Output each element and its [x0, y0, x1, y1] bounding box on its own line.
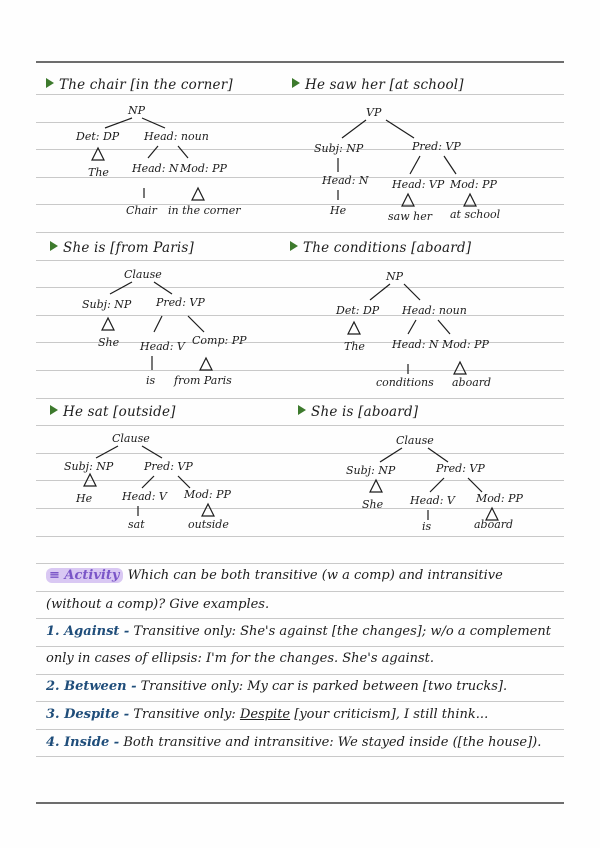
item-underlined-word: Despite — [239, 707, 291, 722]
ruled-line — [36, 701, 564, 702]
tree-node: Pred: VP — [412, 140, 461, 153]
tree-node: Head: V — [140, 340, 185, 353]
tree-node: Head: VP — [392, 178, 445, 191]
syntax-tree — [330, 266, 530, 396]
tree-word: He — [330, 204, 347, 217]
tree-word: aboard — [452, 376, 492, 389]
triangle-marker-icon — [290, 241, 298, 251]
tree-word: is — [146, 374, 156, 387]
tree-node: Head: noun — [402, 304, 467, 317]
tree-node: Head: V — [410, 494, 455, 507]
activity-item — [46, 735, 541, 750]
triangle-marker-icon — [50, 241, 58, 251]
tree-word: at school — [450, 208, 501, 221]
tree-node: VP — [366, 106, 382, 119]
tree-word: She — [98, 336, 120, 349]
tree-node: Pred: VP — [156, 296, 205, 309]
tree-title: He sat [outside] — [50, 404, 176, 420]
ruled-line — [36, 618, 564, 619]
tree-word: outside — [188, 518, 229, 531]
tree-node: Subj: NP — [346, 464, 396, 477]
tree-node: Clause — [396, 434, 434, 447]
triangle-marker-icon — [50, 405, 58, 415]
item-text: [your criticism], I still think... — [290, 707, 489, 722]
tree-node: Clause — [124, 268, 162, 281]
tree-word: The — [344, 340, 365, 353]
tree-node: Subj: NP — [314, 142, 364, 155]
tree-node: Subj: NP — [82, 298, 132, 311]
tree-node: Comp: PP — [192, 334, 247, 347]
item-number: 1. Against - — [46, 624, 130, 639]
ruled-line — [36, 94, 564, 95]
tree-node: Head: N — [392, 338, 439, 351]
tree-node: Head: noun — [144, 130, 209, 143]
tree-title: He saw her [at school] — [292, 77, 464, 93]
syntax-tree — [62, 428, 262, 538]
item-text: Transitive only: My car is parked between [two trucks]. — [140, 679, 508, 694]
ruled-line — [36, 591, 564, 592]
ruled-line — [36, 61, 564, 63]
item-text: Both transitive and intransitive: We stayed inside ([the house]). — [123, 735, 542, 750]
tree-node: Mod: PP — [476, 492, 523, 505]
activity-item — [46, 707, 488, 722]
tree-word: saw her — [388, 210, 432, 223]
item-number: 4. Inside - — [46, 735, 120, 750]
tree-word: The — [88, 166, 109, 179]
tree-title: She is [aboard] — [298, 404, 418, 420]
syntax-tree — [70, 102, 260, 222]
ruled-line — [36, 802, 564, 804]
tree-node: Subj: NP — [64, 460, 114, 473]
tree-word: from Paris — [174, 374, 232, 387]
tree-title: The chair [in the corner] — [46, 77, 233, 93]
syntax-tree — [80, 266, 270, 396]
tree-node: Pred: VP — [144, 460, 193, 473]
item-number: 2. Between - — [46, 679, 137, 694]
tree-node: Pred: VP — [436, 462, 485, 475]
triangle-marker-icon — [292, 78, 300, 88]
tree-node: Clause — [112, 432, 150, 445]
tree-title: She is [from Paris] — [50, 240, 194, 256]
tree-word: in the corner — [168, 204, 241, 217]
item-text: Transitive only: She's against [the changes]; w/o a complement — [133, 624, 551, 639]
ruled-line — [36, 646, 564, 647]
tree-word: Chair — [126, 204, 157, 217]
ruled-line — [36, 563, 564, 564]
tree-word: She — [362, 498, 384, 511]
tree-node: Head: V — [122, 490, 167, 503]
tree-node: Det: DP — [76, 130, 120, 143]
tree-title: The conditions [aboard] — [290, 240, 471, 256]
tree-node: Head: N — [322, 174, 369, 187]
tree-word: sat — [128, 518, 145, 531]
activity-item — [46, 679, 507, 694]
ruled-line — [36, 425, 564, 426]
ruled-line — [36, 756, 564, 757]
activity-tag: ≡ Activity — [46, 568, 123, 583]
tree-node: Head: N — [132, 162, 179, 175]
tree-node: NP — [386, 270, 404, 283]
activity-question-line: Which can be both transitive (w a comp) and intransitive — [127, 568, 503, 583]
ruled-line — [36, 729, 564, 730]
tree-node: NP — [128, 104, 146, 117]
ruled-line — [36, 260, 564, 261]
tree-word: aboard — [474, 518, 514, 531]
ruled-line — [36, 674, 564, 675]
triangle-marker-icon — [298, 405, 306, 415]
activity-item — [46, 624, 551, 639]
activity-question — [46, 568, 503, 583]
tree-node: Mod: PP — [184, 488, 231, 501]
activity-question-line: (without a comp)? Give examples. — [46, 597, 270, 612]
triangle-marker-icon — [46, 78, 54, 88]
syntax-tree — [344, 430, 544, 540]
item-number: 3. Despite - — [46, 707, 130, 722]
ruled-line — [36, 398, 564, 399]
item-text: Transitive only: — [133, 707, 240, 722]
tree-node: Mod: PP — [442, 338, 489, 351]
tree-word: is — [422, 520, 432, 533]
tree-word: He — [76, 492, 93, 505]
tree-node: Mod: PP — [450, 178, 497, 191]
tree-word: conditions — [376, 376, 434, 389]
ruled-line — [36, 232, 564, 233]
tree-node: Mod: PP — [180, 162, 227, 175]
syntax-tree — [310, 102, 520, 224]
item-text: only in cases of ellipsis: I'm for the changes. She's against. — [46, 651, 435, 666]
tree-node: Det: DP — [336, 304, 380, 317]
